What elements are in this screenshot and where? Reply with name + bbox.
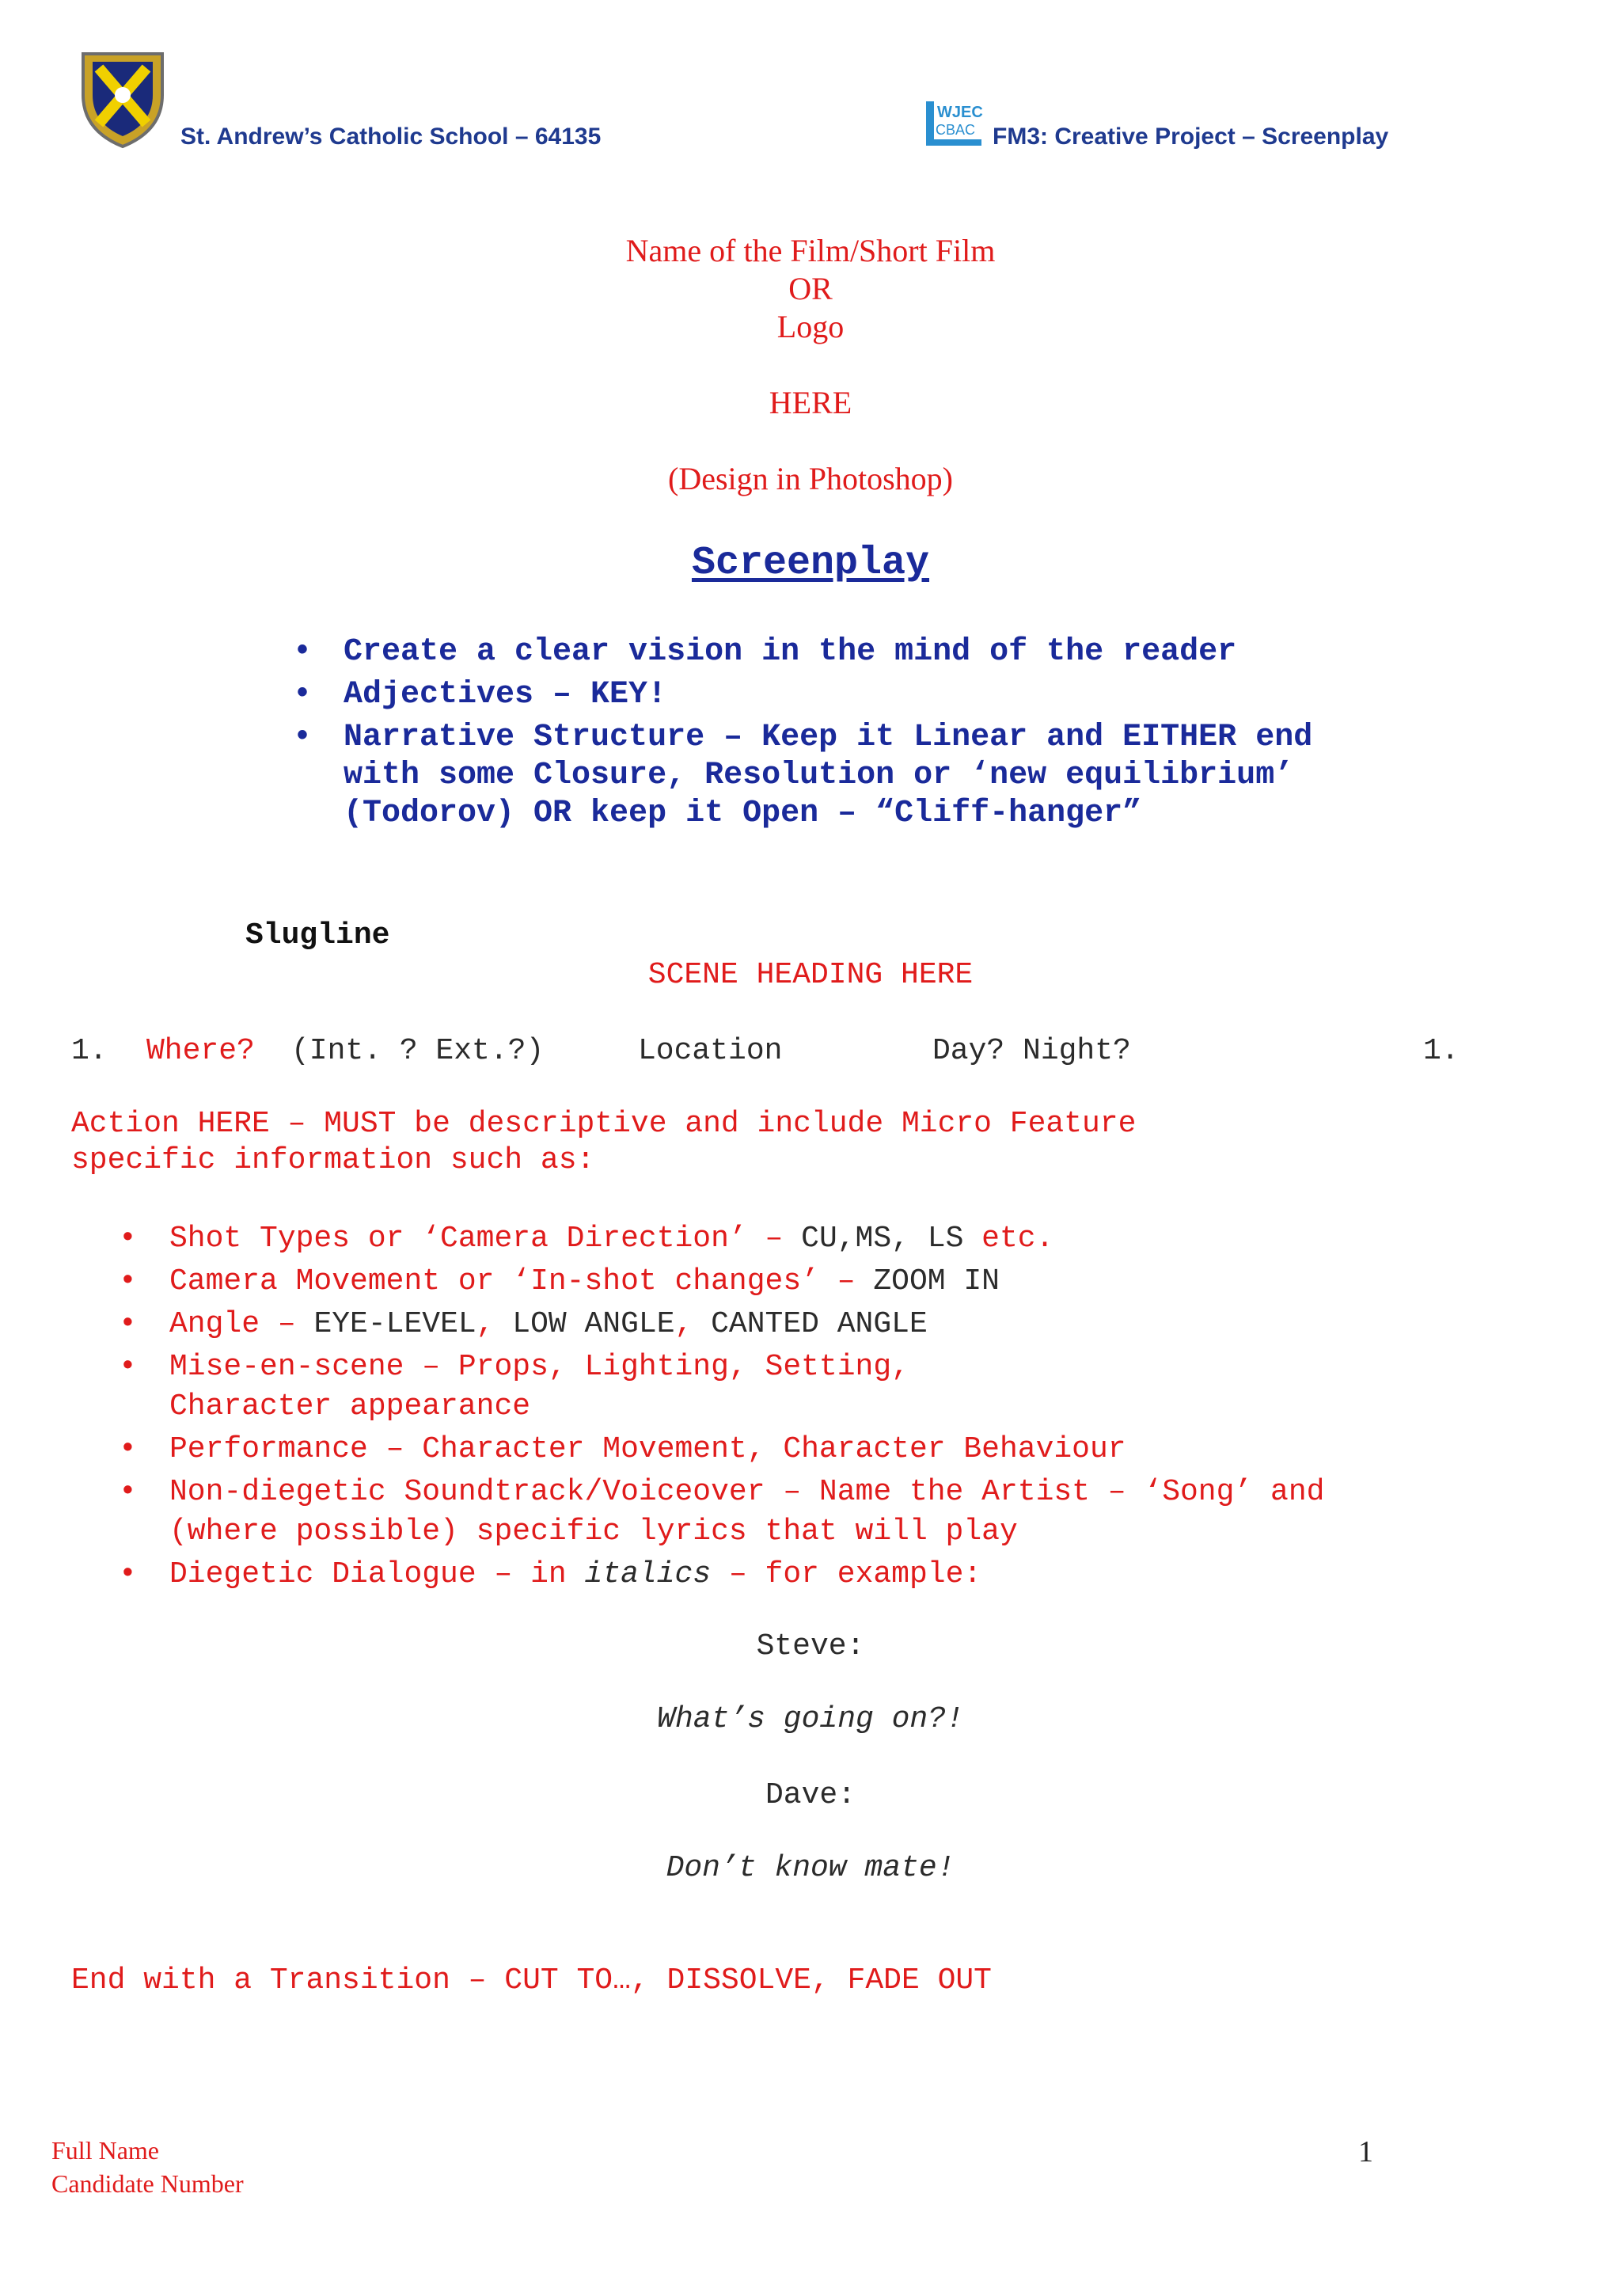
list-item: • Create a clear vision in the mind of the reader	[293, 634, 1237, 670]
where-label: Where?	[146, 1034, 255, 1068]
bullet-icon: •	[293, 677, 313, 713]
bullet-icon: •	[119, 1222, 137, 1256]
bullet-icon: •	[119, 1264, 137, 1298]
features-list	[119, 1219, 1464, 1598]
action-line-2: specific information such as:	[71, 1143, 595, 1177]
bullet-icon: •	[119, 1307, 137, 1341]
action-line-1: Action HERE – MUST be descriptive and include Micro Feature	[71, 1107, 1137, 1141]
int-ext-label: (Int. ? Ext.?)	[291, 1034, 545, 1068]
list-item: • Performance – Character Movement, Character Behaviour	[119, 1430, 1464, 1469]
slugline-label: Slugline	[245, 918, 390, 952]
candidate-number-label: Candidate Number	[51, 2169, 244, 2198]
scene-number-left: 1.	[71, 1034, 108, 1068]
bullet-icon: •	[119, 1350, 137, 1384]
dialogue-line-dave: Don’t know mate!	[666, 1851, 955, 1885]
svg-text:WJEC: WJEC	[937, 104, 983, 121]
film-name-placeholder: Name of the Film/Short Film	[625, 233, 996, 268]
list-item: • Camera Movement or ‘In-shot changes’ – ZOOM IN	[119, 1262, 1464, 1302]
character-name-steve: Steve:	[756, 1629, 865, 1663]
bullet-icon: •	[119, 1432, 137, 1466]
school-name: St. Andrew’s Catholic School – 64135	[180, 124, 602, 150]
here-text: HERE	[769, 385, 852, 420]
full-name-label: Full Name	[51, 2136, 159, 2165]
scene-heading: SCENE HEADING HERE	[647, 958, 974, 992]
design-note: (Design in Photoshop)	[668, 461, 953, 496]
list-item: • Diegetic Dialogue – in italics – for example:	[119, 1555, 1464, 1595]
transition-line: End with a Transition – CUT TO…, DISSOLVE, FADE OUT	[71, 1963, 992, 1998]
bullet-icon: •	[119, 1475, 137, 1509]
or-text: OR	[788, 271, 833, 306]
logo-text: Logo	[776, 309, 845, 344]
day-night-label: Day? Night?	[932, 1034, 1131, 1068]
list-item: • Adjectives – KEY!	[293, 677, 667, 713]
dialogue-line-steve: What’s going on?!	[657, 1702, 964, 1736]
bullet-icon: •	[119, 1557, 137, 1591]
page-title: Screenplay	[691, 541, 930, 586]
school-crest-logo	[75, 48, 170, 150]
list-item: • Shot Types or ‘Camera Direction’ – CU,MS, LS etc.	[119, 1219, 1464, 1259]
page-number: 1	[1358, 2135, 1373, 2169]
bullet-icon: •	[293, 720, 313, 755]
list-item: • Angle – EYE-LEVEL, LOW ANGLE, CANTED ANGLE	[119, 1305, 1464, 1344]
list-item: • Mise-en-scene – Props, Lighting, Setting, Character appearance	[119, 1348, 1464, 1427]
tips-list	[293, 633, 1385, 838]
location-label: Location	[638, 1034, 783, 1068]
list-item: • Non-diegetic Soundtrack/Voiceover – Name the Artist – ‘Song’ and (where possible) specific lyrics that will play	[119, 1473, 1464, 1552]
bullet-icon: •	[293, 634, 313, 670]
list-item: • Narrative Structure – Keep it Linear and EITHER end with some Closure, Resolution or ‘new equilibrium’ (Todorov) OR keep it Open – “Cliff-hanger”	[293, 720, 1313, 831]
character-name-dave: Dave:	[765, 1778, 856, 1812]
wjec-cbac-logo	[923, 98, 985, 147]
course-title: FM3: Creative Project – Screenplay	[993, 124, 1389, 150]
scene-number-right: 1.	[1423, 1034, 1460, 1068]
svg-text:CBAC: CBAC	[936, 122, 976, 138]
